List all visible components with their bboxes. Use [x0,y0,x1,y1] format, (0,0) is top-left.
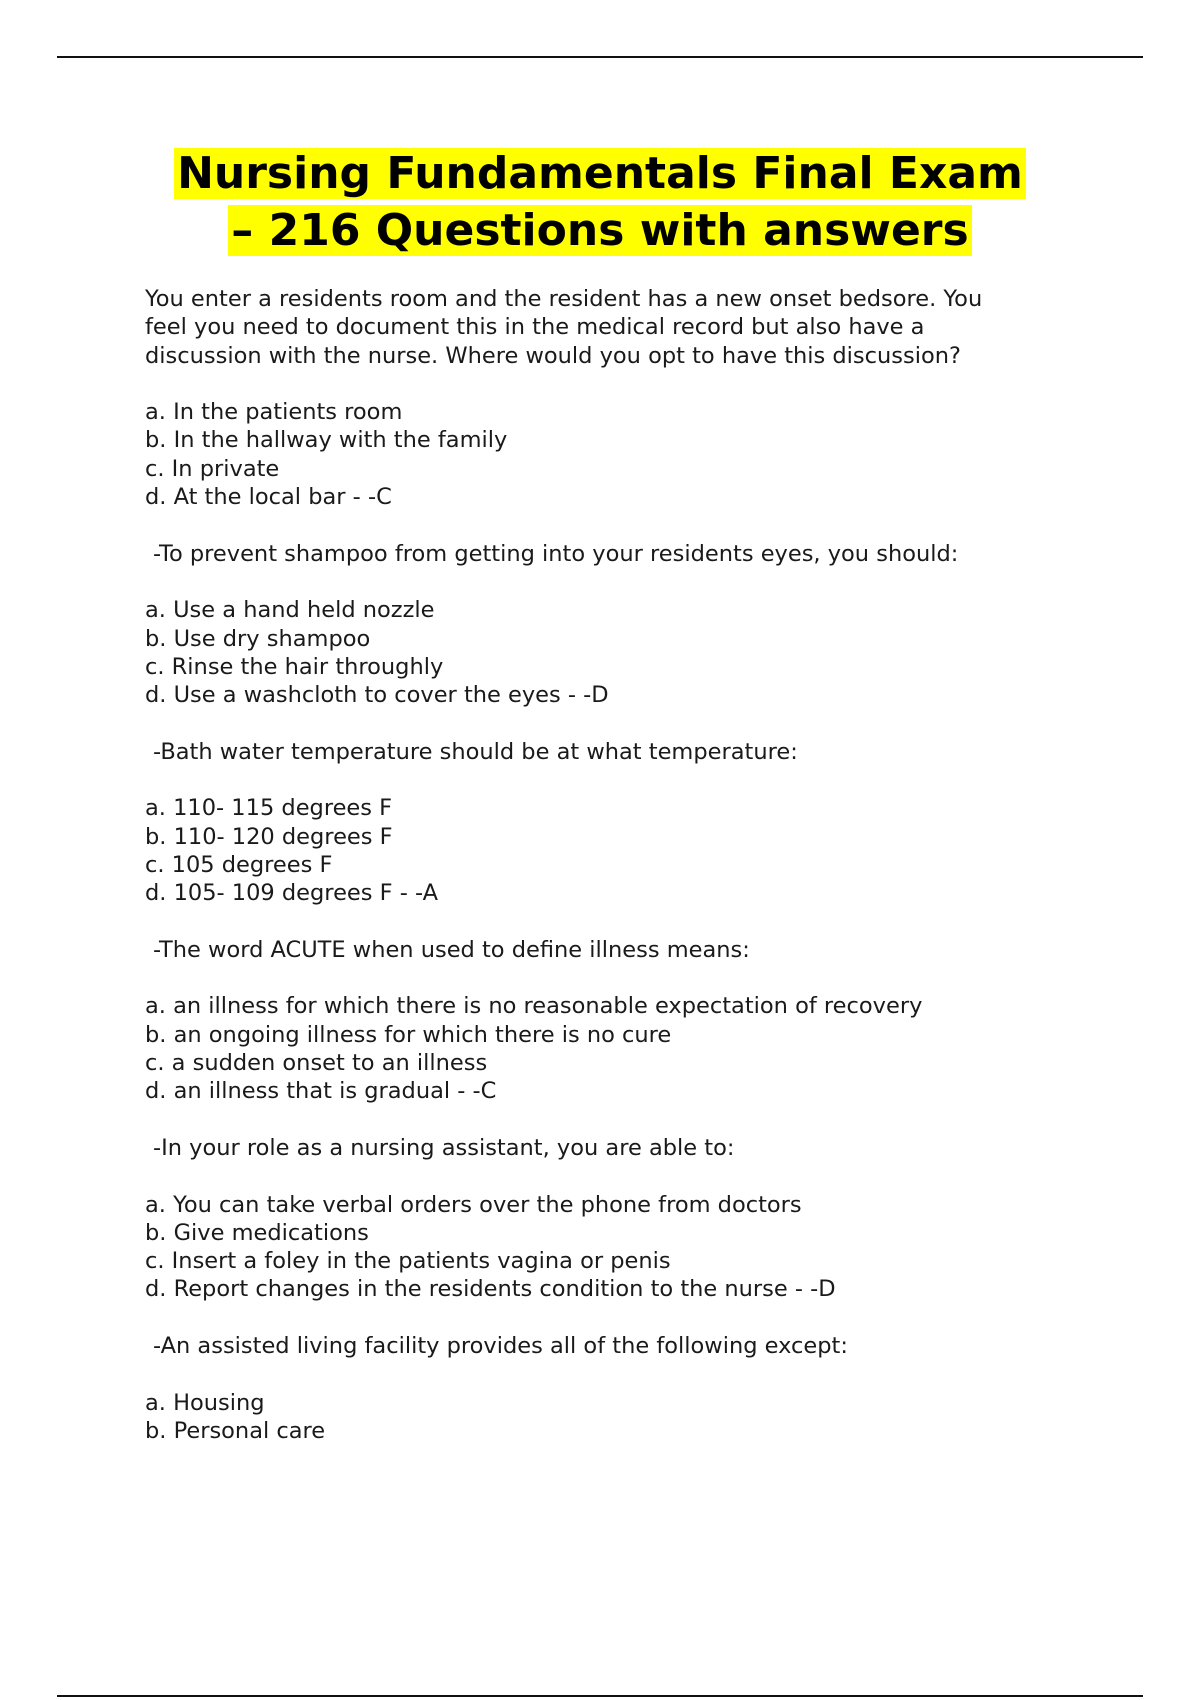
question-text: -To prevent shampoo from getting into your residents eyes, you should: [153,540,959,567]
question-text: You enter a residents room and the resident has a new onset bedsore. You [145,286,983,312]
answer-option: c. In private [145,455,280,482]
answer-option: c. Insert a foley in the patients vagina or penis [145,1248,671,1275]
question-text: -The word ACUTE when used to define illness means: [153,936,750,963]
answer-option: b. Personal care [145,1417,326,1444]
answer-option: b. an ongoing illness for which there is no cure [145,1021,672,1048]
answer-option: a. Use a hand held nozzle [145,597,435,624]
answer-option: c. Rinse the hair throughly [145,653,444,680]
answer-option: d. Report changes in the residents condition to the nurse - -D [145,1276,836,1303]
answer-option: a. In the patients room [145,399,403,426]
answer-option: a. an illness for which there is no reasonable expectation of recovery [145,993,923,1020]
answer-option: c. a sudden onset to an illness [145,1050,488,1077]
question-block [145,540,1095,710]
title-line-2: – 216 Questions with answers [228,205,971,256]
question-block [145,1332,1095,1445]
question-block [145,738,1095,908]
footer-rule [57,1695,1143,1697]
question-list [145,285,1095,1445]
question-text: discussion with the nurse. Where would you opt to have this discussion? [145,342,961,369]
title-line-1: Nursing Fundamentals Final Exam [174,148,1026,199]
answer-option: c. 105 degrees F [145,851,333,878]
question-block [145,1134,1095,1304]
question-text: -An assisted living facility provides all of the following except: [153,1332,848,1359]
answer-option: a. Housing [145,1389,265,1416]
answer-option: b. 110- 120 degrees F [145,823,393,850]
answer-option: d. Use a washcloth to cover the eyes - -D [145,682,609,709]
answer-option: a. You can take verbal orders over the phone from doctors [145,1191,802,1218]
answer-option: d. 105- 109 degrees F - -A [145,880,439,907]
header-rule [57,56,1143,58]
answer-option: b. Use dry shampoo [145,625,371,652]
question-text: -Bath water temperature should be at what temperature: [153,738,798,765]
question-block [145,285,1095,511]
answer-option: d. an illness that is gradual - -C [145,1078,497,1105]
answer-option: b. Give medications [145,1219,369,1246]
answer-option: a. 110- 115 degrees F [145,795,393,822]
question-block [145,936,1095,1106]
question-text: -In your role as a nursing assistant, you are able to: [153,1134,735,1161]
question-text: feel you need to document this in the medical record but also have a [145,314,925,341]
answer-option: d. At the local bar - -C [145,484,392,511]
answer-option: b. In the hallway with the family [145,427,508,454]
document-title [57,145,1143,259]
